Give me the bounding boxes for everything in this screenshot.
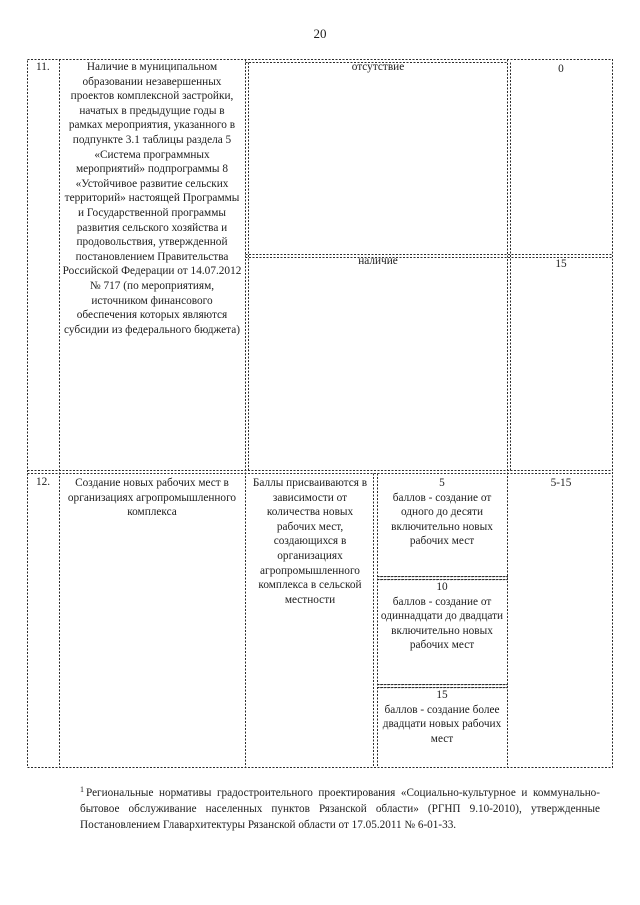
criterion-cell: Наличие в муниципальном образовании незавершенных проектов комплексной застройки, начатых в предыдущие годы в рамках мероприятия, указанного в подпункте 3.1 таблицы раздела 5 «Система программных мероприятий» подпрограммы 8 «Устойчивое развитие сельских территорий» настоящей Программы и Государственной программы развития сельского хозяйства и продовольствия, утвержденной постановлением Правительства Российской Федерации от 14.07.2012 № 717 (по мероприятиям, источником финансового обеспечения которых являются субсидии из федерального бюджета) (62, 61, 242, 336)
sub-option-score: 15 (436, 689, 448, 701)
page-number: 20 (313, 26, 327, 41)
row-number: 12. (36, 476, 51, 488)
score-presence: 15 (555, 258, 567, 270)
score-absence: 0 (558, 63, 564, 75)
sub-option-score: 5 (439, 477, 445, 489)
sub-option-score: 10 (436, 581, 448, 593)
sub-option-cell (380, 476, 504, 549)
footnote (80, 782, 600, 833)
sub-option-text: баллов - создание от одиннадцати до двадцати включительно новых рабочих мест (380, 595, 504, 652)
condition-absence: отсутствие (351, 61, 405, 73)
score-range: 5-15 (550, 477, 572, 489)
condition-presence: наличие (358, 255, 398, 267)
row-number: 11. (36, 61, 50, 73)
sub-option-text: баллов - создание от одного до десяти включительно новых рабочих мест (391, 491, 493, 548)
sub-option-cell (380, 580, 504, 653)
sub-option-text: баллов - создание более двадцати новых рабочих мест (382, 703, 502, 745)
footnote-text: Региональные нормативы градостроительного проектирования «Социально-культурное и коммунально-бытовое обслуживание населенных пунктов Рязанской области» (РГНП 9.10-2010), утвержденные Постановлением Главархитектуры Рязанской области от 17.05.2011 № 6-01-33. (80, 787, 600, 831)
sub-option-cell (380, 688, 504, 746)
description-cell: Баллы присваиваются в зависимости от количества новых рабочих мест, создающихся в организациях агропромышленного комплекса в сельской местности (252, 477, 368, 606)
criterion-cell: Создание новых рабочих мест в организациях агропромышленного комплекса (67, 477, 237, 519)
footnote-marker: 1 (80, 785, 84, 794)
